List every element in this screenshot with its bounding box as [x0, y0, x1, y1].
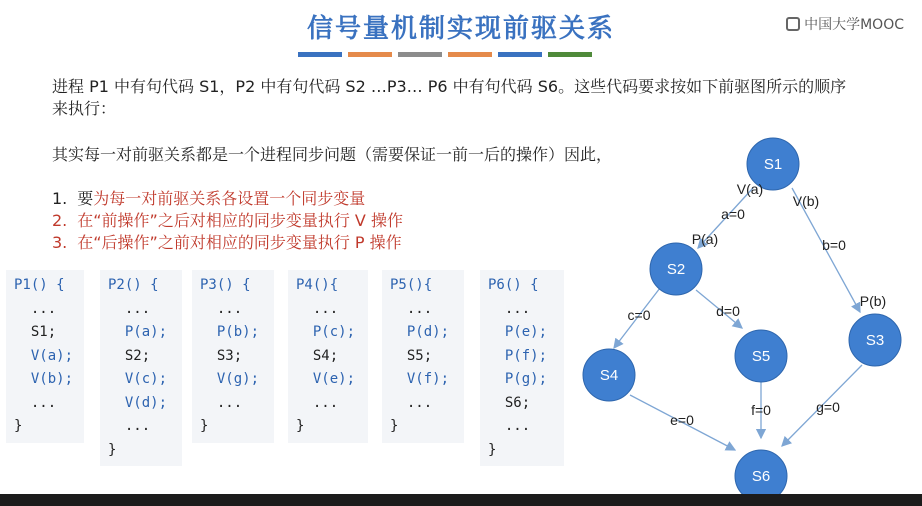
- mooc-logo-text: 中国大学MOOC: [804, 17, 904, 33]
- edge-label: b=0: [822, 237, 846, 253]
- step-number: 1.: [52, 189, 68, 208]
- step-plain-text: 要: [77, 189, 94, 208]
- video-control-bar[interactable]: [0, 494, 922, 506]
- step-item: [52, 210, 403, 232]
- code-end: }: [108, 441, 117, 458]
- code-block-p5: [382, 270, 464, 443]
- code-line: ...: [14, 394, 57, 411]
- edge-label: e=0: [670, 412, 694, 428]
- edge-label: V(a): [736, 181, 764, 197]
- code-head: P2() {: [108, 277, 159, 293]
- title-underline-stripes: [298, 52, 592, 57]
- edge-label: d=0: [716, 303, 740, 319]
- intro-paragraph: 进程 P1 中有句代码 S1，P2 中有句代码 S2 …P3… P6 中有句代码 S6。这些代码要求按如下前驱图所示的顺序来执行：: [52, 77, 847, 118]
- code-end: }: [14, 418, 23, 434]
- code-head: P5(){: [390, 277, 433, 293]
- code-line: P(b);: [200, 324, 260, 340]
- stripe: [448, 52, 492, 57]
- node-label: S5: [751, 348, 771, 365]
- slide-title: 信号量机制实现前驱关系: [306, 14, 615, 44]
- node-label: S1: [763, 156, 783, 173]
- code-line: V(f);: [390, 371, 450, 387]
- step-number: 3.: [52, 233, 68, 252]
- code-block-p2: [100, 270, 182, 466]
- code-line: S3;: [200, 347, 243, 364]
- steps-list: [52, 188, 403, 254]
- code-line: ...: [390, 300, 433, 317]
- node-label: S2: [666, 261, 686, 278]
- code-line: ...: [296, 394, 339, 411]
- code-head: P6() {: [488, 277, 539, 293]
- code-line: ...: [108, 418, 151, 434]
- code-end: }: [200, 418, 209, 434]
- code-line: V(g);: [200, 371, 260, 387]
- code-line: P(a);: [108, 324, 168, 340]
- step-highlight-text: 在“后操作”之前对相应的同步变量执行 P 操作: [77, 233, 402, 252]
- stripe: [548, 52, 592, 57]
- code-block-p4: [288, 270, 368, 443]
- edge-label: a=0: [721, 206, 745, 222]
- code-line: V(d);: [108, 394, 168, 411]
- step-item: [52, 232, 403, 254]
- edge-label: P(b): [859, 293, 887, 309]
- code-line: S2;: [108, 347, 151, 364]
- code-line: V(b);: [14, 371, 74, 387]
- precedence-graph: [560, 120, 922, 494]
- code-line: ...: [390, 394, 433, 411]
- code-line: ...: [14, 300, 57, 317]
- code-line: S5;: [390, 347, 433, 364]
- edge-label: P(a): [691, 231, 719, 247]
- step-highlight-text: 为每一对前驱关系各设置一个同步变量: [93, 189, 366, 208]
- edge-label: c=0: [627, 307, 651, 323]
- code-head: P3() {: [200, 277, 251, 293]
- code-end: }: [296, 418, 305, 434]
- code-end: }: [390, 418, 399, 434]
- node-label: S3: [865, 332, 885, 349]
- code-line: ...: [200, 394, 243, 411]
- code-line: ...: [488, 418, 531, 434]
- code-line: V(c);: [108, 371, 168, 387]
- code-line: P(f);: [488, 347, 548, 364]
- stripe: [298, 52, 342, 57]
- step-item: [52, 188, 403, 210]
- code-line: S1;: [14, 324, 57, 340]
- code-line: S4;: [296, 347, 339, 364]
- node-label: S6: [751, 468, 771, 485]
- code-line: P(e);: [488, 324, 548, 340]
- code-line: ...: [108, 300, 151, 317]
- code-block-p6: [480, 270, 564, 466]
- code-block-p3: [192, 270, 274, 443]
- stripe: [398, 52, 442, 57]
- step-number: 2.: [52, 211, 68, 230]
- edge-label: f=0: [751, 402, 771, 418]
- explain-paragraph: 其实每一对前驱关系都是一个进程同步问题（需要保证一前一后的操作）因此，: [52, 145, 613, 164]
- code-line: P(c);: [296, 324, 356, 340]
- code-line: V(a);: [14, 347, 74, 364]
- code-end: }: [488, 441, 497, 458]
- code-line: P(d);: [390, 324, 450, 340]
- code-line: ...: [488, 300, 531, 317]
- node-label: S4: [599, 367, 619, 384]
- mooc-logo-icon: [786, 17, 800, 31]
- code-line: ...: [200, 300, 243, 317]
- mooc-logo: [786, 14, 904, 34]
- code-line: V(e);: [296, 371, 356, 387]
- code-head: P1() {: [14, 277, 65, 293]
- stripe: [498, 52, 542, 57]
- step-highlight-text: 在“前操作”之后对相应的同步变量执行 V 操作: [77, 211, 403, 230]
- code-line: P(g);: [488, 371, 548, 387]
- code-head: P4(){: [296, 277, 339, 293]
- edge-label: g=0: [816, 399, 840, 415]
- edge-label: V(b): [792, 193, 820, 209]
- code-block-p1: [6, 270, 84, 443]
- code-line: S6;: [488, 394, 531, 411]
- code-line: ...: [296, 300, 339, 317]
- stripe: [348, 52, 392, 57]
